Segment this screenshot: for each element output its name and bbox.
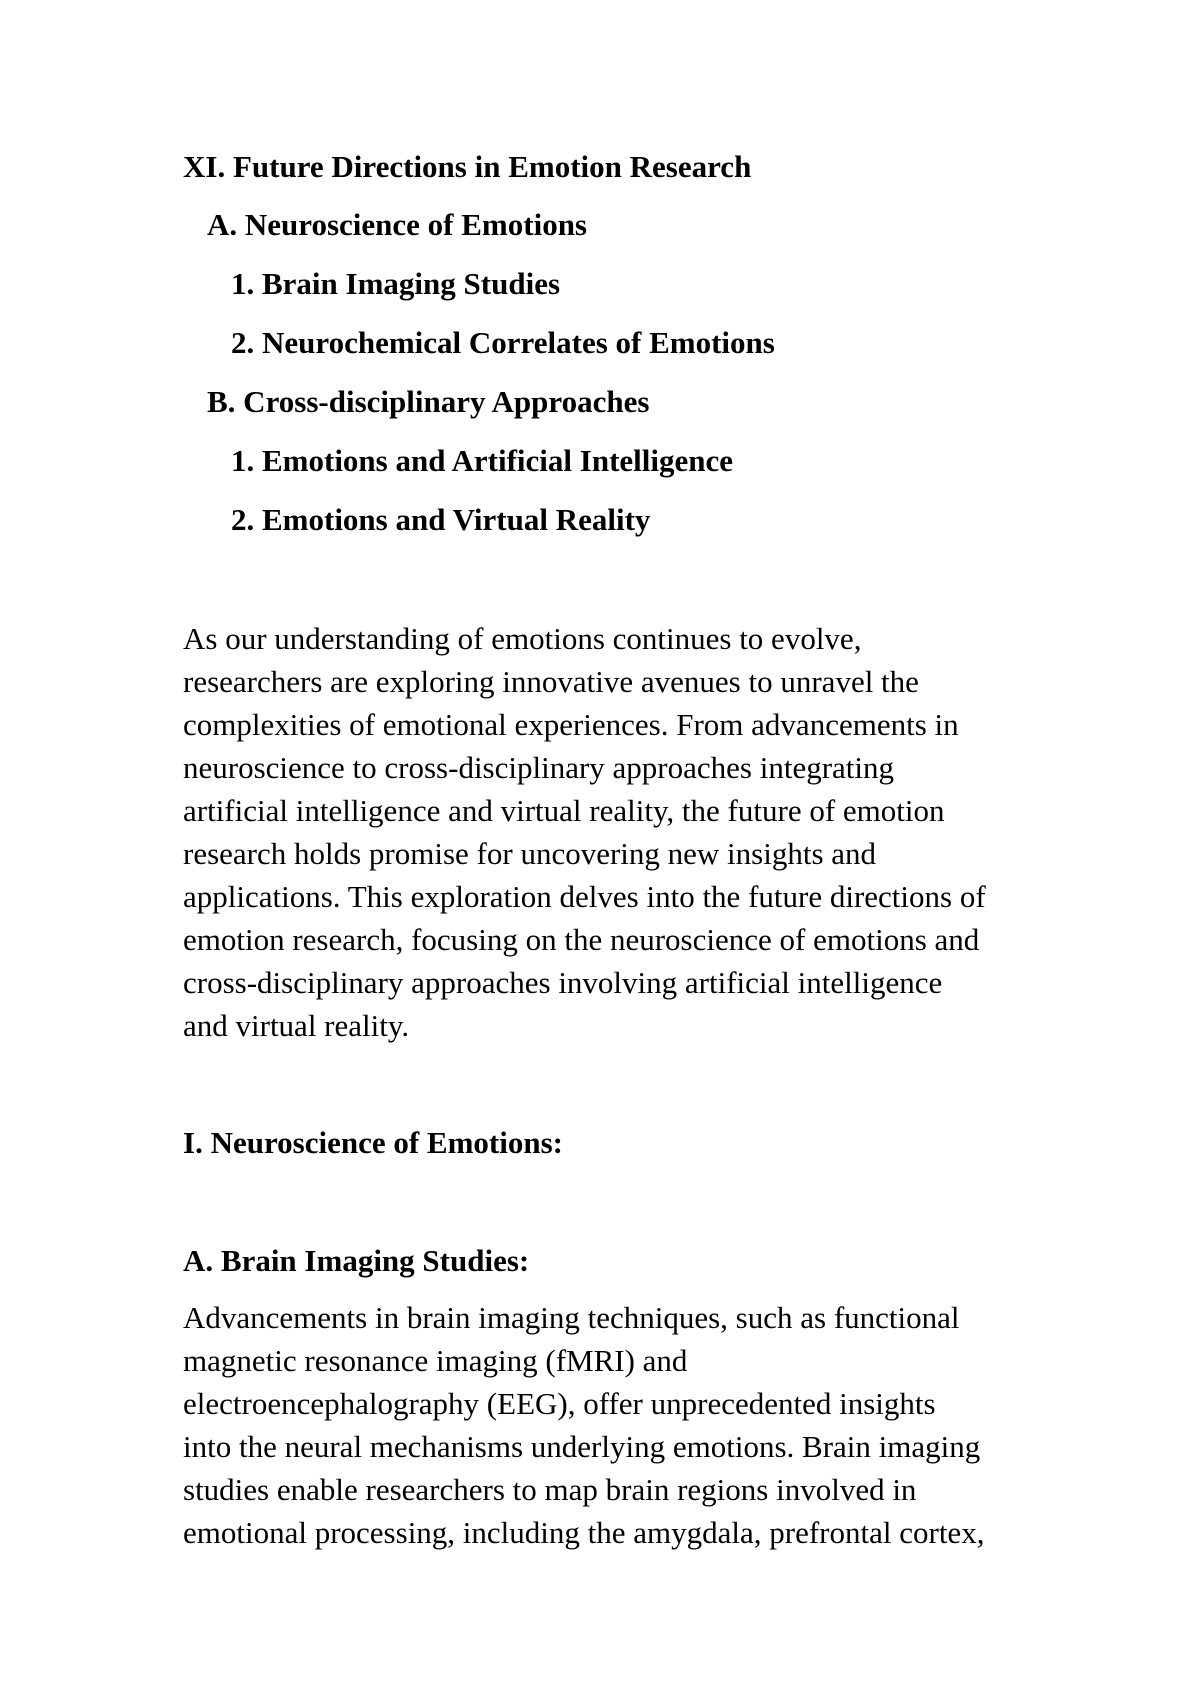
intro-line: complexities of emotional experiences. From advancements in [183,707,959,742]
intro-paragraph [183,617,1043,1047]
intro-line: cross-disciplinary approaches involving artificial intelligence [183,965,943,1000]
intro-line: research holds promise for uncovering new insights and [183,836,877,871]
intro-line: and virtual reality. [183,1008,410,1043]
subsection-heading: A. Brain Imaging Studies: [183,1243,530,1278]
intro-line: emotion research, focusing on the neuroscience of emotions and [183,922,980,957]
intro-line: artificial intelligence and virtual reality, the future of emotion [183,793,945,828]
outline-section-b: B. Cross-disciplinary Approaches [207,384,650,419]
intro-line: As our understanding of emotions continues to evolve, [183,621,862,656]
outline-title: XI. Future Directions in Emotion Research [183,149,752,184]
intro-line: applications. This exploration delves into the future directions of [183,879,986,914]
outline-item-a2: 2. Neurochemical Correlates of Emotions [231,325,775,360]
outline-section-a: A. Neuroscience of Emotions [207,207,587,242]
body-line: Advancements in brain imaging techniques, such as functional [183,1300,960,1335]
intro-line: neuroscience to cross-disciplinary approaches integrating [183,750,895,785]
outline-item-b1: 1. Emotions and Artificial Intelligence [231,443,734,478]
body-line: studies enable researchers to map brain regions involved in [183,1472,917,1507]
intro-line: researchers are exploring innovative avenues to unravel the [183,664,919,699]
body-line: emotional processing, including the amygdala, prefrontal cortex, [183,1515,985,1550]
outline-item-b2: 2. Emotions and Virtual Reality [231,502,651,537]
body-line: into the neural mechanisms underlying emotions. Brain imaging [183,1429,981,1464]
body-line: electroencephalography (EEG), offer unprecedented insights [183,1386,936,1421]
body-paragraph [183,1296,1043,1554]
section-heading: I. Neuroscience of Emotions: [183,1125,563,1160]
outline-item-a1: 1. Brain Imaging Studies [231,266,561,301]
body-line: magnetic resonance imaging (fMRI) and [183,1343,688,1378]
